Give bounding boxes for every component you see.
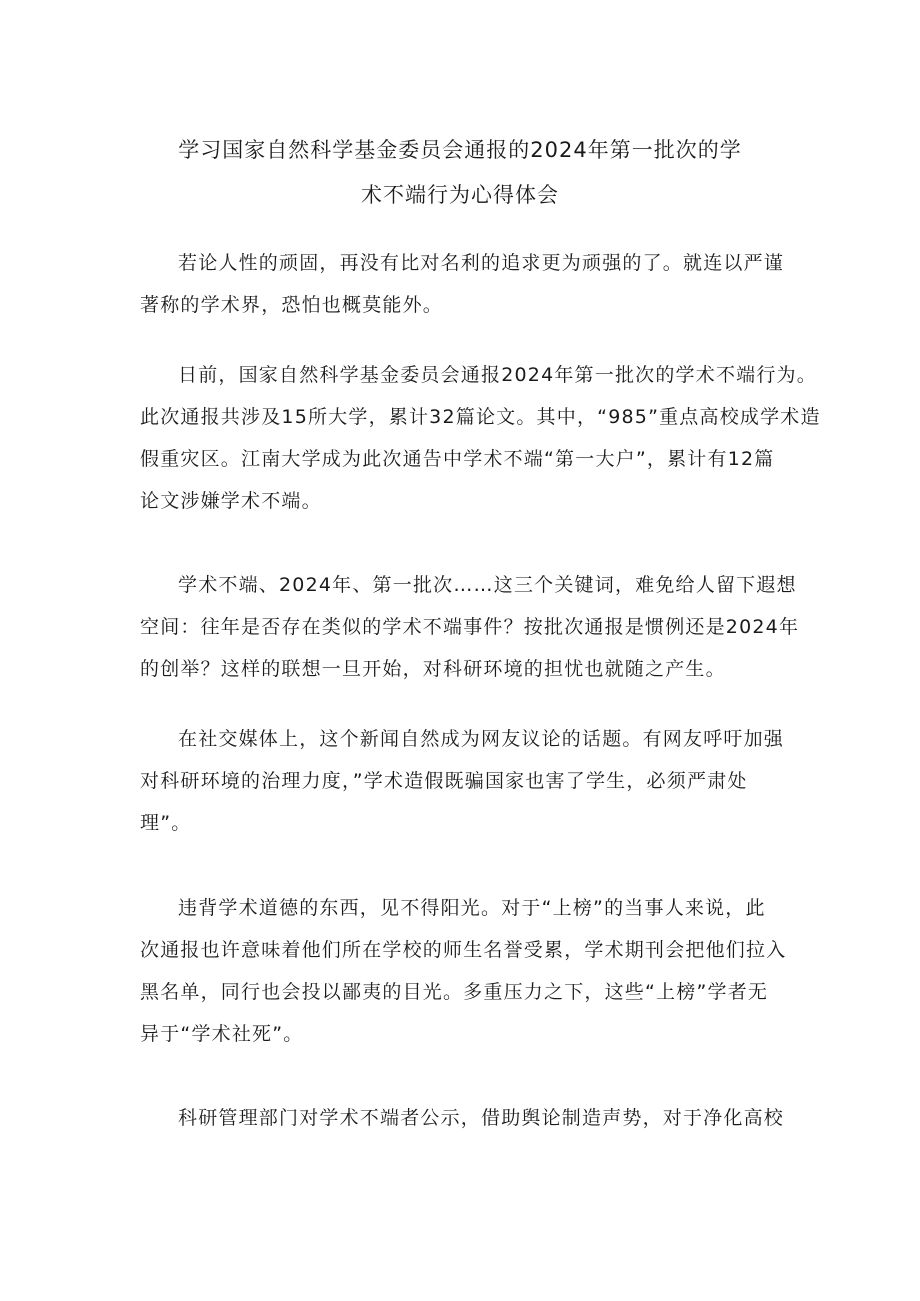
paragraph-line: 此次通报共涉及15所大学，累计32篇论文。其中，“985”重点高校成学术造 [140,406,821,428]
paragraph-line: 的创举？这样的联想一旦开始，对科研环境的担忧也就随之产生。 [140,658,726,680]
title-line: 术不端行为心得体会 [361,183,559,207]
paragraph-5 [140,887,790,1055]
paragraph-line: 对科研环境的治理力度，”学术造假既骗国家也害了学生，必须严肃处 [140,770,748,792]
paragraph-line: 假重灾区。江南大学成为此次通告中学术不端“第一大户”，累计有12篇 [140,448,775,470]
paragraph-line: 在社交媒体上，这个新闻自然成为网友议论的话题。有网友呼吁加强 [178,728,785,750]
paragraph-line: 论文涉嫌学术不端。 [140,490,322,512]
paragraph-line: 黑名单，同行也会投以鄙夷的目光。多重压力之下，这些“上榜”学者无 [140,981,769,1003]
paragraph-3 [140,564,800,690]
paragraph-line: 异于“学术社死”。 [140,1023,304,1045]
paragraph-line: 日前，国家自然科学基金委员会通报2024年第一批次的学术不端行为。 [178,364,817,386]
paragraph-line: 若论人性的顽固，再没有比对名利的追求更为顽强的了。就连以严谨 [178,252,785,274]
paragraph-line: 次通报也许意味着他们所在学校的师生名誉受累，学术期刊会把他们拉入 [140,939,787,961]
paragraph-line: 违背学术道德的东西，见不得阳光。对于“上榜”的当事人来说，此 [178,897,766,919]
paragraph-line: 著称的学术界，恐怕也概莫能外。 [140,294,444,316]
paragraph-1 [140,242,790,326]
paragraph-line: 空间：往年是否存在类似的学术不端事件？按批次通报是惯例还是2024年 [140,616,800,638]
paragraph-line: 理”。 [140,812,192,834]
title-line: 学习国家自然科学基金委员会通报的2024年第一批次的学 [178,138,742,162]
document-title [130,128,790,218]
paragraph-line: 科研管理部门对学术不端者公示，借助舆论制造声势，对于净化高校 [178,1107,785,1129]
paragraph-6 [140,1097,790,1139]
paragraph-line: 学术不端、2024年、第一批次……这三个关键词，难免给人留下遐想 [178,574,797,596]
paragraph-4 [140,718,790,844]
paragraph-2 [140,354,821,522]
